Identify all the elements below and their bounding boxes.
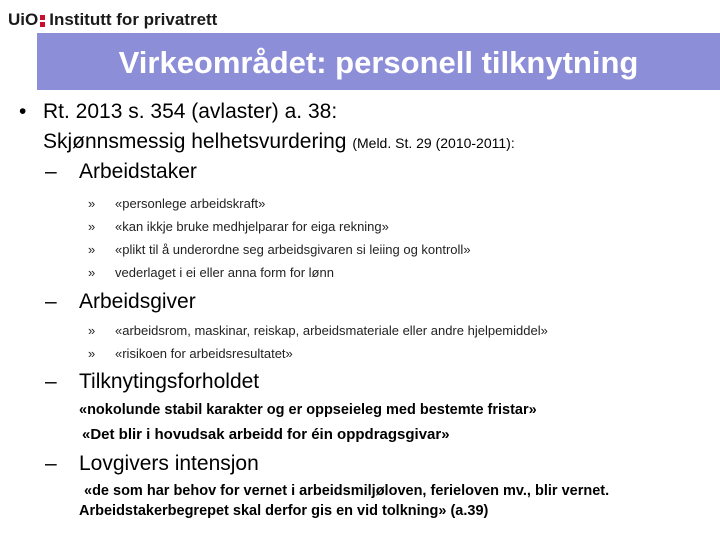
heading-lovgiver: [45, 452, 259, 476]
list-item-text: vederlaget i ei eller anna form for lønn: [115, 265, 334, 280]
lovgiver-quote-line2: Arbeidstakerbegrepet skal derfor gis en vid tolkning» (a.39): [79, 503, 489, 519]
heading-tilknytning: [45, 370, 259, 394]
dash-marker: –: [45, 160, 57, 183]
main-point-line2: Skjønnsmessig helhetsvurdering: [43, 130, 347, 153]
list-item: [88, 242, 471, 257]
heading-arbeidsgiver: [45, 290, 196, 314]
list-item-text: «arbeidsrom, maskinar, reiskap, arbeidsmateriale eller andre hjelpemiddel»: [115, 323, 548, 338]
list-item: [88, 219, 389, 234]
tilknytning-label: Tilknytingsforholdet: [79, 370, 260, 393]
main-point-line1: Rt. 2013 s. 354 (avlaster) a. 38:: [43, 100, 338, 123]
sub-marker: »: [88, 242, 96, 257]
dash-marker: –: [45, 290, 57, 313]
logo-uio-text: UiO: [8, 10, 39, 29]
dash-marker: –: [45, 452, 57, 475]
list-item-text: «kan ikkje bruke medhjelparar for eiga rekning»: [115, 219, 389, 234]
sub-marker: »: [88, 196, 96, 211]
list-item: [88, 323, 548, 338]
bullet-marker: •: [19, 100, 27, 123]
list-item: [88, 196, 265, 211]
sub-marker: »: [88, 346, 96, 361]
dash-marker: –: [45, 370, 57, 393]
arbeidstaker-label: Arbeidstaker: [79, 160, 197, 183]
list-item-text: «risikoen for arbeidsresultatet»: [115, 346, 293, 361]
list-item: [88, 346, 293, 361]
tilknytning-quote-1: «nokolunde stabil karakter og er oppseieleg med bestemte fristar»: [79, 402, 537, 418]
slide-title: Virkeområdet: personell tilknytning: [37, 33, 720, 90]
main-point-ref: (Meld. St. 29 (2010-2011):: [352, 135, 515, 151]
sub-marker: »: [88, 219, 96, 234]
list-item-text: «personlege arbeidskraft»: [115, 196, 266, 211]
sub-marker: »: [88, 265, 96, 280]
heading-arbeidstaker: [45, 160, 197, 184]
lovgiver-quote-line1: «de som har behov for vernet i arbeidsmiljøloven, ferieloven mv., blir vernet.: [84, 483, 610, 499]
list-item-text: «plikt til å underordne seg arbeidsgivaren si leiing og kontroll»: [115, 242, 471, 257]
logo-institute-text: Institutt for privatrett: [49, 10, 218, 29]
arbeidsgiver-label: Arbeidsgiver: [79, 290, 196, 313]
logo-dots-icon: [40, 13, 45, 29]
list-item: [88, 265, 334, 280]
uio-logo: [8, 10, 217, 30]
sub-marker: »: [88, 323, 96, 338]
tilknytning-quote-2: «Det blir i hovudsak arbeidd for éin oppdragsgivar»: [82, 426, 450, 443]
lovgiver-label: Lovgivers intensjon: [79, 452, 259, 475]
